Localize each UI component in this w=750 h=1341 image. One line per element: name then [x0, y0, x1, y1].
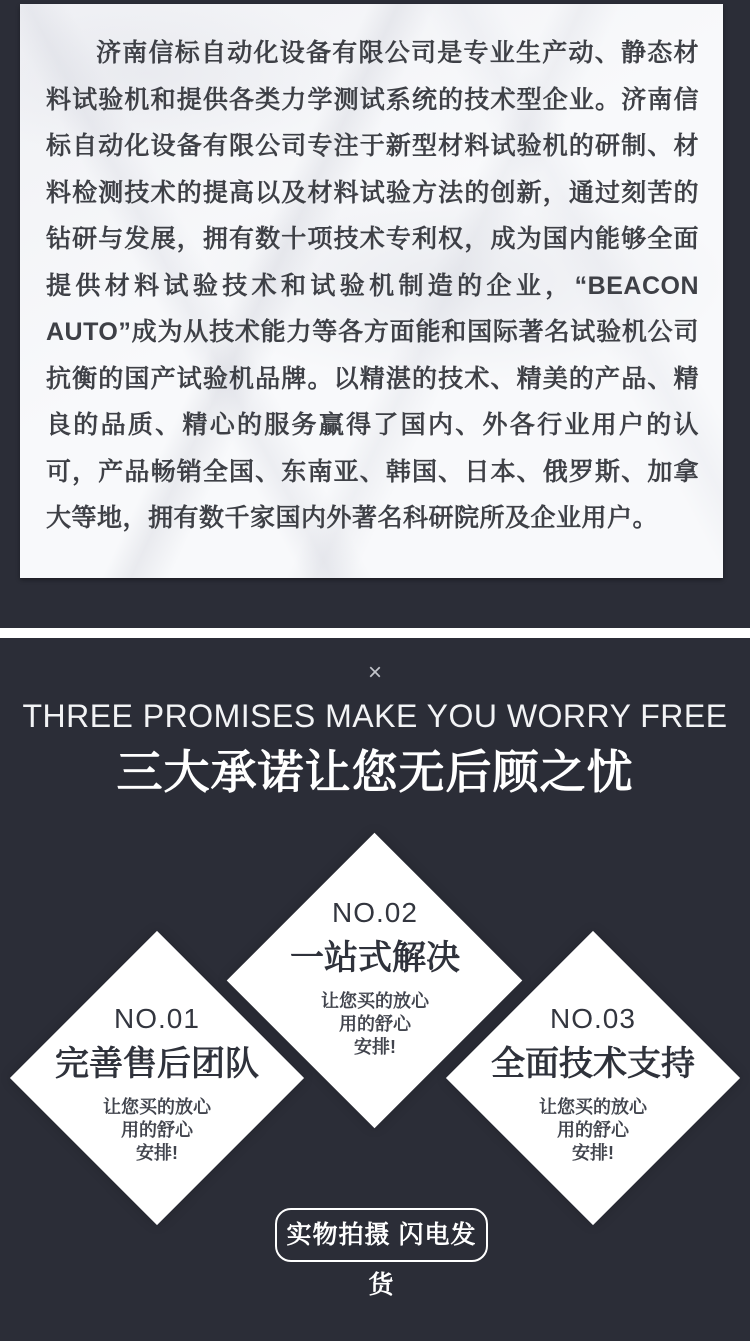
- promise-line: 用的舒心: [557, 1120, 629, 1140]
- promise-card-3: [473, 1004, 713, 1165]
- promise-line: 用的舒心: [121, 1120, 193, 1140]
- close-icon: ×: [367, 659, 382, 686]
- promise-line: 安排!: [354, 1037, 396, 1057]
- promise-line: 让您买的放心: [539, 1097, 647, 1117]
- promise-title: 完善售后团队: [55, 1045, 259, 1083]
- promise-line: 用的舒心: [339, 1014, 411, 1034]
- promise-line: 让您买的放心: [103, 1097, 211, 1117]
- promise-number: NO.01: [114, 1003, 200, 1034]
- promises-title-english: THREE PROMISES MAKE YOU WORRY FREE: [22, 698, 728, 734]
- promise-card-2: [255, 898, 495, 1059]
- company-intro-paragraph: 济南信标自动化设备有限公司是专业生产动、静态材料试验机和提供各类力学测试系统的技术型企业。济南信标自动化设备有限公司专注于新型材料试验机的研制、材料检测技术的提高以及材料试验方法的创新，通过刻苦的钻研与发展，拥有数十项技术专利权，成为国内能够全面提供材料试验技术和试验机制造的企业，“BEACON AUTO”成为从技术能力等各方面能和国际著名试验机公司抗衡的国产试验机品牌。以精湛的技术、精美的产品、精良的品质、精心的服务赢得了国内、外各行业用户的认可，产品畅销全国、东南亚、韩国、日本、俄罗斯、加拿大等地，拥有数千家国内外著名科研院所及企业用户。: [46, 39, 699, 532]
- promise-line: 安排!: [572, 1143, 614, 1163]
- company-intro-section: [0, 0, 750, 628]
- three-promises-section: [0, 638, 750, 1341]
- promise-title: 一站式解决: [290, 939, 460, 977]
- promise-number: NO.02: [332, 897, 418, 928]
- promise-line: 安排!: [136, 1143, 178, 1163]
- promise-card-1: [37, 1004, 277, 1165]
- promise-number: NO.03: [550, 1003, 636, 1034]
- promises-title-chinese: 三大承诺让您无后顾之忧: [116, 746, 634, 798]
- promise-line: 让您买的放心: [321, 991, 429, 1011]
- promise-title: 全面技术支持: [491, 1045, 695, 1083]
- marble-card: [20, 4, 723, 578]
- shipping-badge: 实物拍摄 闪电发货: [275, 1208, 488, 1262]
